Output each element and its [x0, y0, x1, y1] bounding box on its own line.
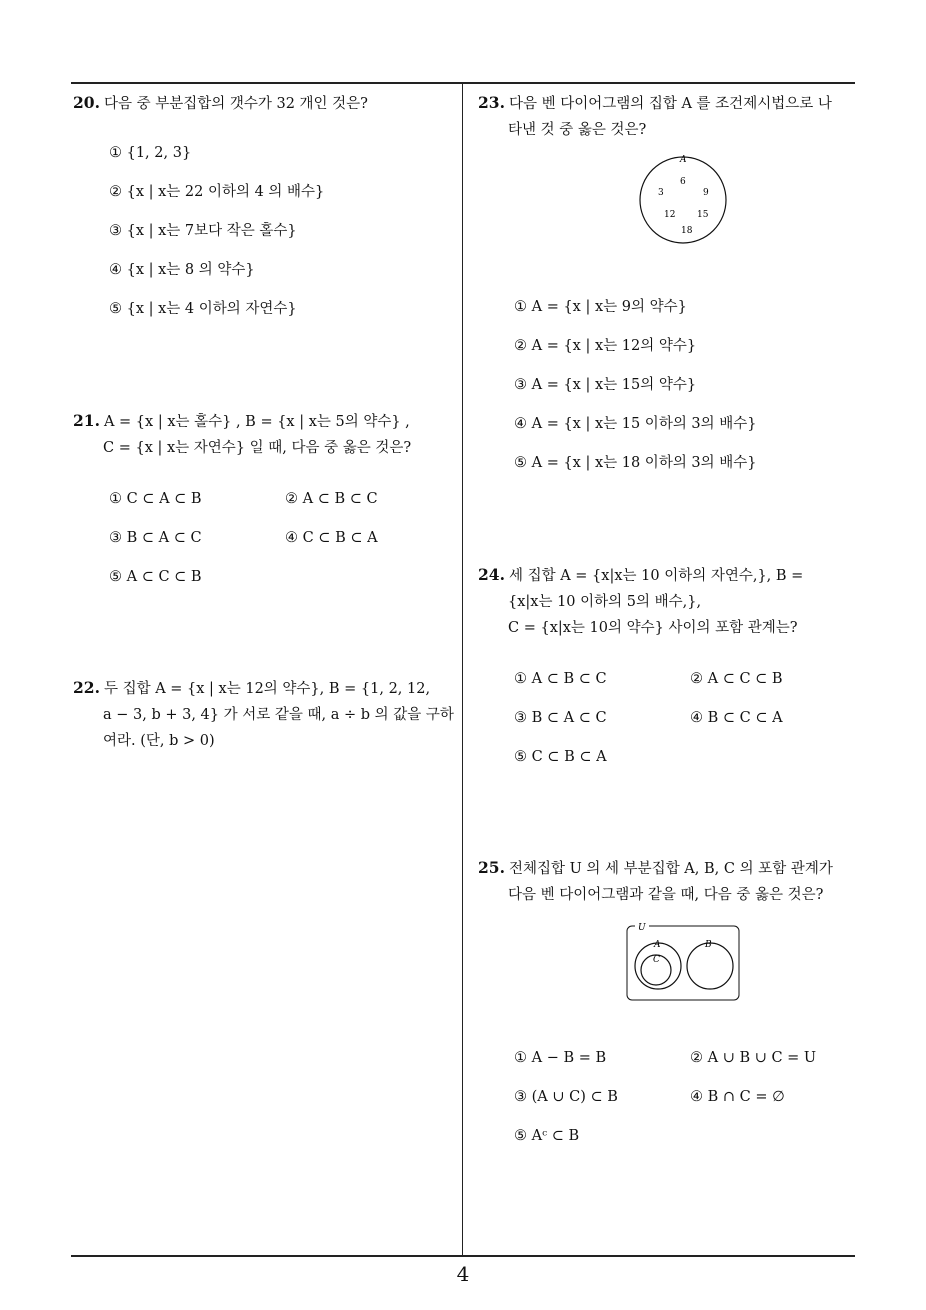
page-number: 4: [456, 1262, 470, 1286]
question-stem-line-2: C = {x | x는 자연수} 일 때, 다음 중 옳은 것은?: [103, 440, 412, 456]
bottom-rule: [71, 1255, 855, 1257]
question-23: [478, 90, 863, 143]
q23-option-5[interactable]: ⑤ A = {x | x는 18 이하의 3의 배수}: [514, 455, 757, 471]
question-stem-line-2: 다음 벤 다이어그램과 같을 때, 다음 중 옳은 것은?: [508, 887, 824, 903]
q24-option-3[interactable]: ③ B ⊂ A ⊂ C: [514, 710, 607, 726]
question-21: [73, 408, 458, 461]
set-a-label: A: [654, 940, 661, 950]
question-number: 22.: [73, 678, 100, 697]
q24-option-2[interactable]: ② A ⊂ C ⊂ B: [690, 671, 783, 687]
venn-element: 12: [664, 210, 676, 220]
question-number: 24.: [478, 565, 505, 584]
q25-option-1[interactable]: ① A − B = B: [514, 1050, 607, 1066]
question-stem-line-1: 전체집합 U 의 세 부분집합 A, B, C 의 포함 관계가: [508, 861, 833, 877]
q25-option-4[interactable]: ④ B ∩ C = ∅: [690, 1089, 785, 1105]
question-22: [73, 675, 458, 754]
question-stem-line-2: 타낸 것 중 옳은 것은?: [508, 122, 647, 138]
question-stem-line-1: 세 집합 A = {x|x는 10 이하의 자연수,}, B =: [508, 568, 804, 584]
q24-option-1[interactable]: ① A ⊂ B ⊂ C: [514, 671, 607, 687]
question-25: [478, 855, 863, 908]
q25-option-5[interactable]: ⑤ Aᶜ ⊂ B: [514, 1128, 580, 1144]
venn-element: 15: [697, 210, 709, 220]
q23-option-2[interactable]: ② A = {x | x는 12의 약수}: [514, 338, 697, 354]
q23-option-1[interactable]: ① A = {x | x는 9의 약수}: [514, 299, 687, 315]
question-20: [73, 90, 458, 117]
question-stem-line-3: C = {x|x는 10의 약수} 사이의 포함 관계는?: [508, 620, 798, 636]
question-24: [478, 562, 863, 641]
q20-option-1[interactable]: ① {1, 2, 3}: [109, 145, 192, 161]
q20-option-4[interactable]: ④ {x | x는 8 의 약수}: [109, 262, 255, 278]
question-number: 21.: [73, 411, 100, 430]
venn-element: 3: [658, 188, 664, 198]
question-stem-line-2: {x|x는 10 이하의 5의 배수,},: [508, 594, 702, 610]
venn-element: 6: [680, 177, 686, 187]
venn-diagram-a: [638, 152, 738, 252]
question-stem: 다음 중 부분집합의 갯수가 32 개인 것은?: [103, 96, 368, 112]
q21-option-5[interactable]: ⑤ A ⊂ C ⊂ B: [109, 569, 202, 585]
q20-option-3[interactable]: ③ {x | x는 7보다 작은 홀수}: [109, 223, 297, 239]
question-number: 20.: [73, 93, 100, 112]
set-b-label: B: [705, 940, 712, 950]
q25-option-2[interactable]: ② A ∪ B ∪ C = U: [690, 1050, 817, 1066]
q23-option-4[interactable]: ④ A = {x | x는 15 이하의 3의 배수}: [514, 416, 757, 432]
venn-element: 9: [703, 188, 709, 198]
question-number: 25.: [478, 858, 505, 877]
q24-option-5[interactable]: ⑤ C ⊂ B ⊂ A: [514, 749, 607, 765]
q20-option-5[interactable]: ⑤ {x | x는 4 이하의 자연수}: [109, 301, 297, 317]
question-number: 23.: [478, 93, 505, 112]
universe-label: U: [638, 923, 646, 933]
q21-option-3[interactable]: ③ B ⊂ A ⊂ C: [109, 530, 202, 546]
set-c-label: C: [653, 955, 660, 965]
venn-diagram-uabc: [625, 922, 743, 1002]
question-stem-line-1: A = {x | x는 홀수} , B = {x | x는 5의 약수} ,: [103, 414, 410, 430]
q20-option-2[interactable]: ② {x | x는 22 이하의 4 의 배수}: [109, 184, 325, 200]
column-divider: [462, 82, 463, 1256]
universe-rectangle: [627, 926, 739, 1000]
question-stem-line-1: 두 집합 A = {x | x는 12의 약수}, B = {1, 2, 12,: [103, 681, 431, 697]
question-stem-line-1: 다음 벤 다이어그램의 집합 A 를 조건제시법으로 나: [508, 96, 832, 112]
question-stem-line-2: a − 3, b + 3, 4} 가 서로 같을 때, a ÷ b 의 값을 구하: [103, 707, 454, 723]
q23-option-3[interactable]: ③ A = {x | x는 15의 약수}: [514, 377, 697, 393]
question-stem-line-3: 여라. (단, b > 0): [103, 733, 215, 749]
q25-option-3[interactable]: ③ (A ∪ C) ⊂ B: [514, 1089, 618, 1105]
q21-option-2[interactable]: ② A ⊂ B ⊂ C: [285, 491, 378, 507]
venn-set-label: A: [680, 155, 687, 165]
q21-option-1[interactable]: ① C ⊂ A ⊂ B: [109, 491, 202, 507]
q21-option-4[interactable]: ④ C ⊂ B ⊂ A: [285, 530, 378, 546]
venn-element: 18: [681, 226, 693, 236]
q24-option-4[interactable]: ④ B ⊂ C ⊂ A: [690, 710, 783, 726]
top-rule: [71, 82, 855, 84]
